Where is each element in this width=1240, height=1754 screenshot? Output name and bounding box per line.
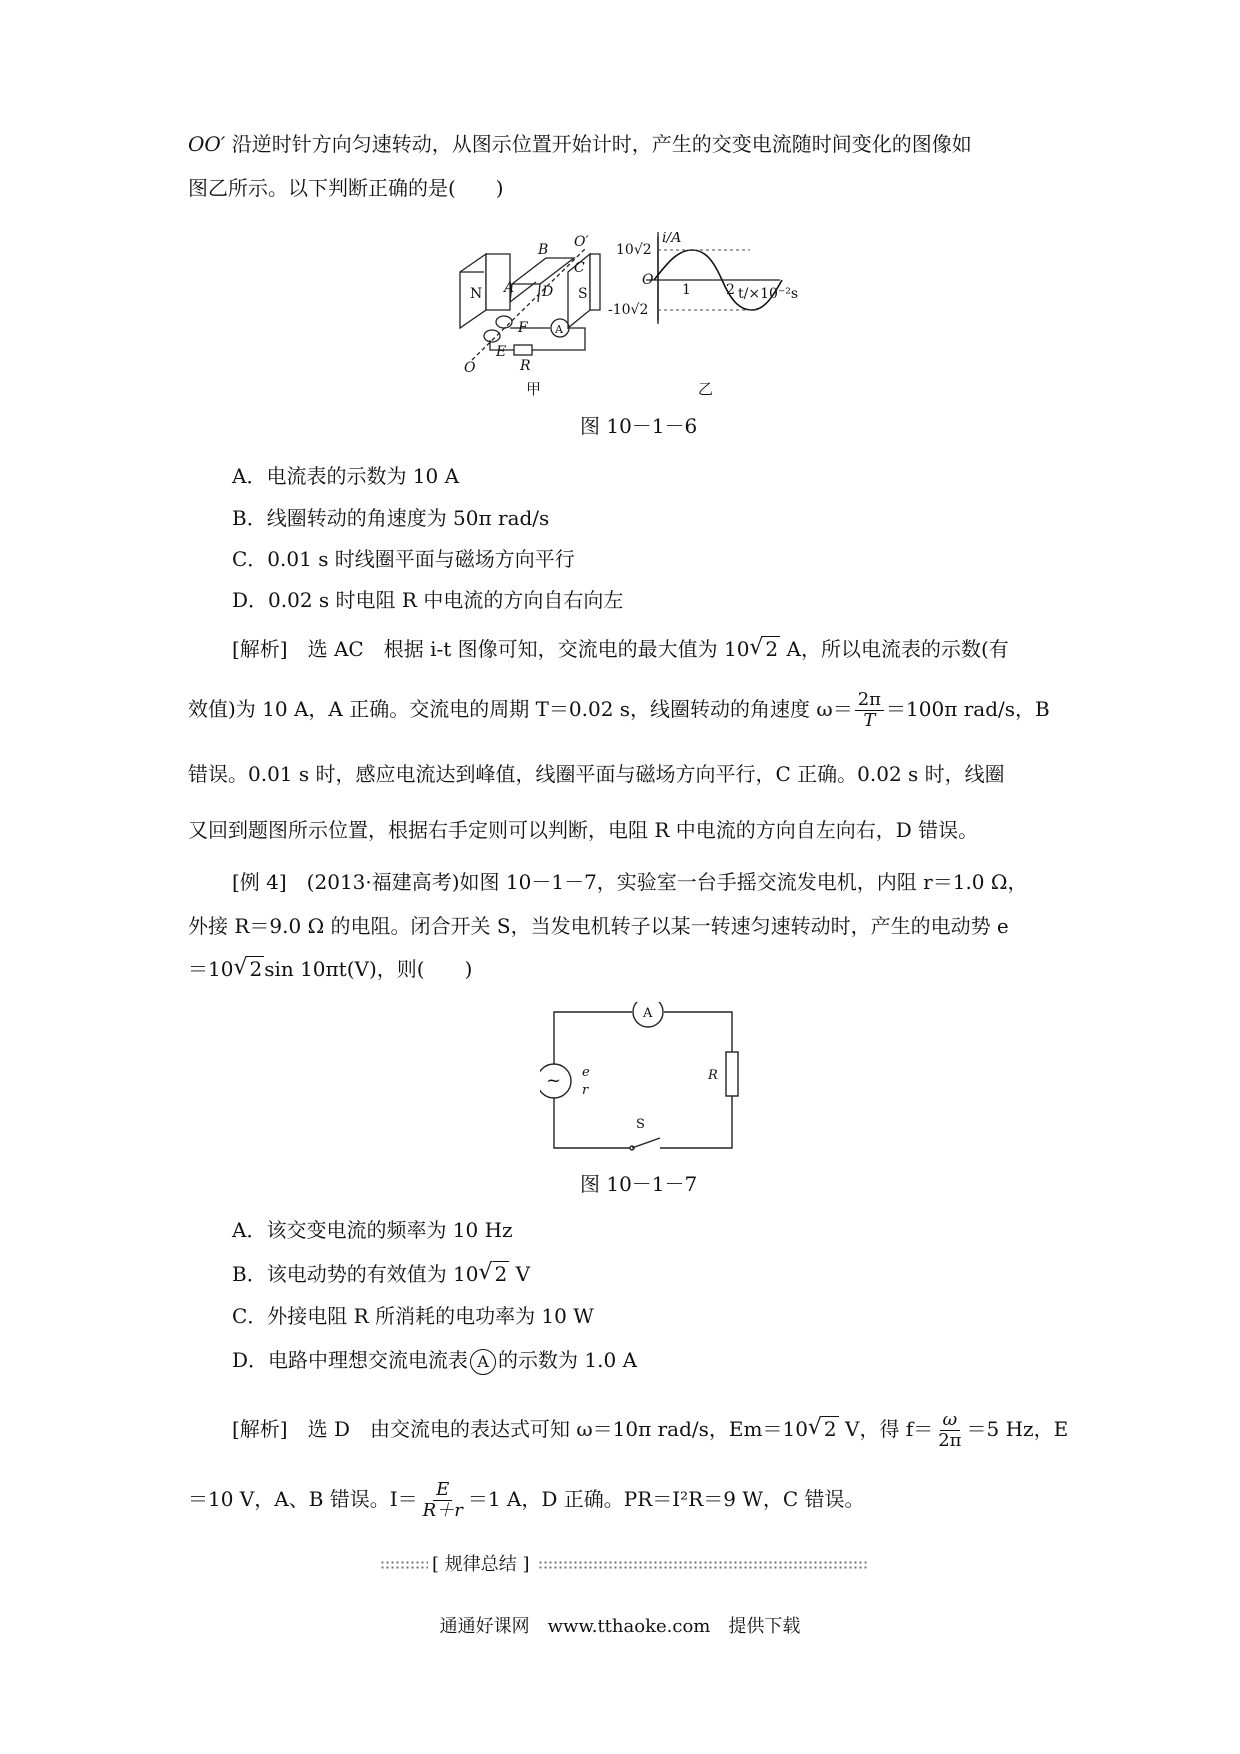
ammeter-label: A [643,1006,653,1021]
q1-option-a: A．电流表的示数为 10 A [232,464,460,488]
q2-analysis-line-1 [232,1410,1068,1451]
graph-ylabel: i/A [662,232,682,246]
fraction-numerator: E [433,1480,452,1501]
fraction-denominator: T [863,710,876,731]
q1-option-d: D．0.02 s 时电阻 R 中电流的方向自右向左 [232,588,624,612]
sqrt-value: 2 [765,637,779,661]
graph-x1: 1 [682,282,691,298]
q2-option-d-text-2: 的示数为 1.0 A [498,1348,638,1372]
label-o-prime: O′ [574,234,589,250]
example4-line-3 [188,953,472,982]
graph-xlabel: t/×10⁻²s [738,286,799,302]
sqrt-value: 2 [249,957,263,981]
example4-line-1: [例 4] (2013·福建高考)如图 10－1－7，实验室一台手摇交流发电机，内阻 r＝1.0 Ω， [232,870,1028,894]
summary-dots-left [380,1560,428,1570]
fraction-numerator: ω [940,1410,961,1431]
graph-x2: 2 [726,282,735,298]
label-n: N [470,286,483,302]
fraction-numerator: 2π [855,690,884,711]
q1-analysis-text-1b: A，所以电流表的示数(有 [780,637,1009,661]
example4-text-3a: ＝10 [188,957,234,981]
q1-option-c: C．0.01 s 时线圈平面与磁场方向平行 [232,547,575,571]
q1-option-b: B．线圈转动的角速度为 50π rad/s [232,506,550,530]
figure-10-1-7 [540,1002,750,1162]
graph-ybottom: -10√2 [608,302,649,318]
graph-origin: O [642,272,654,288]
q2-option-d-text: D．电路中理想交流电流表 [232,1348,469,1372]
q1-analysis-text-2b: ＝100π rad/s，B [886,697,1050,721]
emf-label: e [582,1065,590,1080]
q2-option-a: A．该交变电流的频率为 10 Hz [232,1218,513,1242]
label-a: A [504,280,515,296]
label-b: B [538,242,549,258]
figure-caption-1: 图 10－1－6 [580,414,698,438]
q2-analysis-text-1c: ＝5 Hz，E [966,1417,1069,1441]
q2-option-b-unit: V [509,1262,531,1286]
sqrt-symbol [233,957,264,981]
sqrt-symbol [749,637,780,661]
q2-analysis-text-2b: ＝1 A，D 正确。PR＝I²R＝9 W，C 错误。 [467,1487,865,1511]
sqrt-value: 2 [494,1262,508,1286]
intro-line-1 [188,128,972,157]
q2-analysis-text-2a: ＝10 V，A、B 错误。I＝ [188,1487,418,1511]
ammeter-icon: A [470,1349,496,1375]
example4-line-2: 外接 R＝9.0 Ω 的电阻。闭合开关 S，当发电机转子以某一转速匀速转动时，产生的电动势 e [188,914,1009,938]
q1-analysis-line-1 [232,633,1009,662]
fraction-denominator: 2π [938,1430,962,1451]
axis-label-oo: OO′ [188,132,226,156]
label-d: D [542,284,554,300]
summary-label: [ 规律总结 ] [432,1554,530,1575]
q2-analysis-line-2 [188,1480,865,1521]
label-f: F [518,320,528,336]
figure-10-1-6 [450,232,870,402]
sqrt-symbol [808,1417,839,1441]
q2-option-d [232,1344,637,1375]
switch-label: S [636,1117,645,1132]
summary-header [380,1550,880,1580]
intro-line-2: 图乙所示。以下判断正确的是( ) [188,176,504,200]
q1-analysis-text-1a: [解析] 选 AC 根据 i-t 图像可知，交流电的最大值为 10 [232,637,750,661]
sqrt-value: 2 [823,1417,837,1441]
q2-option-b-text: B．该电动势的有效值为 10 [232,1262,479,1286]
graph-ytop: 10√2 [616,242,652,258]
label-yi: 乙 [698,380,714,398]
q1-analysis-line-4: 又回到题图所示位置，根据右手定则可以判断，电阻 R 中电流的方向自左向右，D 错误。 [188,818,979,842]
fraction [420,1480,466,1521]
q2-analysis-text-1a: [解析] 选 D 由交流电的表达式可知 ω＝10π rad/s，Em＝10 [232,1417,808,1441]
resistor-label: R [708,1068,718,1083]
q1-analysis-line-3: 错误。0.01 s 时，感应电流达到峰值，线圈平面与磁场方向平行，C 正确。0.02 s 时，线圈 [188,762,1005,786]
label-jia: 甲 [526,380,542,398]
label-o: O [464,360,476,376]
label-r: R [520,358,531,374]
fraction [935,1410,964,1451]
switch [632,1138,660,1148]
q1-analysis-text-2a: 效值)为 10 A，A 正确。交流电的周期 T＝0.02 s，线圈转动的角速度 ω＝ [188,697,853,721]
resistor [726,1052,738,1096]
q2-option-c: C．外接电阻 R 所消耗的电功率为 10 W [232,1304,594,1328]
internal-resistance-label: r [582,1083,589,1098]
q2-analysis-text-1b: V，得 f＝ [838,1417,934,1441]
summary-dots-right [538,1560,868,1570]
example4-text-3b: sin 10πt(V)，则( ) [264,957,473,981]
ac-source-icon: ~ [546,1070,562,1091]
sqrt-symbol [479,1262,510,1286]
label-s: S [578,286,588,302]
label-c: C [574,260,585,276]
fraction-denominator: R＋r [422,1500,463,1521]
label-e: E [496,344,507,360]
q2-option-b [232,1258,530,1287]
footer: 通通好课网 www.tthaoke.com 提供下载 [439,1616,801,1637]
intro-text-1: 沿逆时针方向匀速转动，从图示位置开始计时，产生的交变电流随时间变化的图像如 [231,132,972,156]
ammeter-symbol: A [555,323,563,336]
figure-caption-2: 图 10－1－7 [580,1172,698,1196]
q1-analysis-line-2 [188,690,1050,731]
fraction [855,690,884,731]
